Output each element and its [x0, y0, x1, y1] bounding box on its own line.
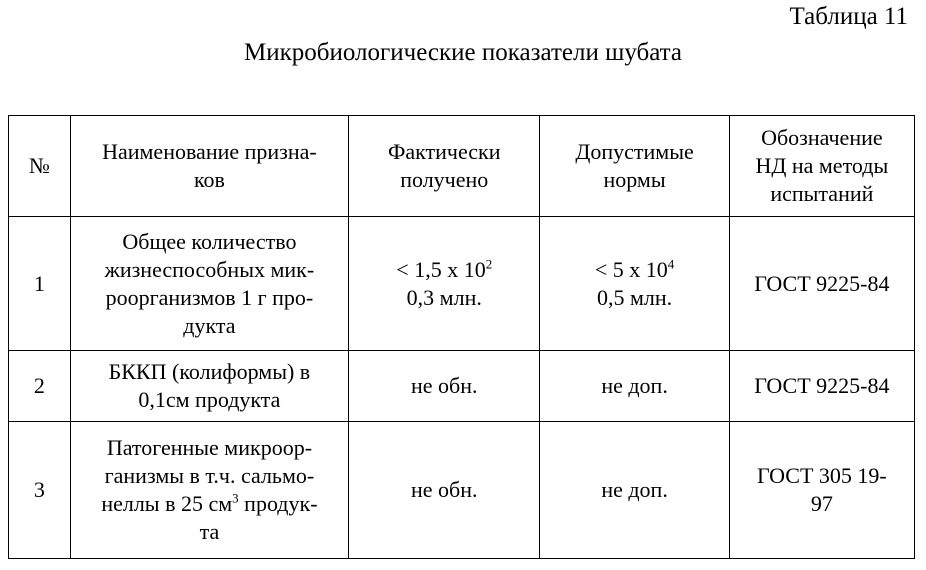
- row-name-line: Общее количество: [122, 228, 297, 254]
- row-name-part: неллы в 25 см: [101, 491, 233, 516]
- row-actual: не обн.: [349, 351, 540, 422]
- table-row: [9, 422, 915, 559]
- row-actual-line: [355, 256, 533, 284]
- microbiology-table: [8, 115, 915, 559]
- row-method: ГОСТ 9225-84: [729, 217, 914, 351]
- row-name-line: [77, 490, 342, 518]
- table-row: [9, 217, 915, 351]
- row-norm: не доп.: [540, 422, 729, 559]
- header-actual-line-1: Фактически: [387, 139, 501, 164]
- header-method-line-1: Обозначение: [761, 125, 883, 150]
- row-method: ГОСТ 9225-84: [729, 351, 914, 422]
- header-norm: [540, 116, 729, 217]
- actual-exponent: 2: [485, 256, 493, 272]
- table-number-label: Таблица 11: [789, 3, 908, 30]
- norm-base: < 5 х 10: [594, 256, 668, 282]
- header-method: [729, 116, 914, 217]
- row-name-line: жизнеспособных мик-: [104, 256, 315, 282]
- row-name-line: 0,1см продукта: [138, 387, 281, 412]
- row-name-line: дукта: [183, 312, 236, 338]
- header-number: №: [9, 116, 71, 217]
- row-name: [70, 217, 348, 351]
- header-name: [70, 116, 348, 217]
- row-name-line: Патогенные микроор-: [106, 435, 313, 460]
- header-actual-line-2: получено: [400, 167, 489, 192]
- table-row: [9, 351, 915, 422]
- row-norm-line: [546, 256, 722, 284]
- row-number: 3: [9, 422, 71, 559]
- row-name: [70, 351, 348, 422]
- row-name-line: БККП (колиформы) в: [108, 359, 311, 384]
- header-method-line-2: НД на методы: [755, 153, 889, 178]
- table-title: Микробиологические показатели шубата: [243, 39, 682, 66]
- row-norm: не доп.: [540, 351, 729, 422]
- cubic-superscript: 3: [232, 490, 239, 506]
- row-name-line: ганизмы в т.ч. сальмо-: [104, 463, 315, 488]
- row-method-line: 97: [810, 491, 833, 516]
- actual-base: < 1,5 х 10: [396, 256, 486, 282]
- header-norm-line-2: нормы: [603, 167, 666, 192]
- header-method-line-3: испытаний: [770, 181, 874, 206]
- row-method-line: ГОСТ 305 19-: [756, 463, 887, 488]
- header-actual: [349, 116, 540, 217]
- row-actual: не обн.: [349, 422, 540, 559]
- row-number: 2: [9, 351, 71, 422]
- norm-exponent: 4: [667, 256, 675, 272]
- row-name-line: роорганизмов 1 г про-: [105, 284, 314, 310]
- row-method: [729, 422, 914, 559]
- row-actual-extra: 0,3 млн.: [406, 284, 482, 310]
- row-actual: [349, 217, 540, 351]
- row-norm-extra: 0,5 млн.: [596, 284, 673, 310]
- row-number: 1: [9, 217, 71, 351]
- header-name-line-1: Наименование призна-: [102, 139, 317, 164]
- header-name-line-2: ков: [193, 167, 225, 192]
- table-header-row: [9, 116, 915, 217]
- header-norm-line-1: Допустимые: [575, 139, 694, 164]
- row-name-part: продук-: [238, 491, 318, 516]
- row-name-line: та: [199, 519, 220, 544]
- row-norm: [540, 217, 729, 351]
- row-name: [70, 422, 348, 559]
